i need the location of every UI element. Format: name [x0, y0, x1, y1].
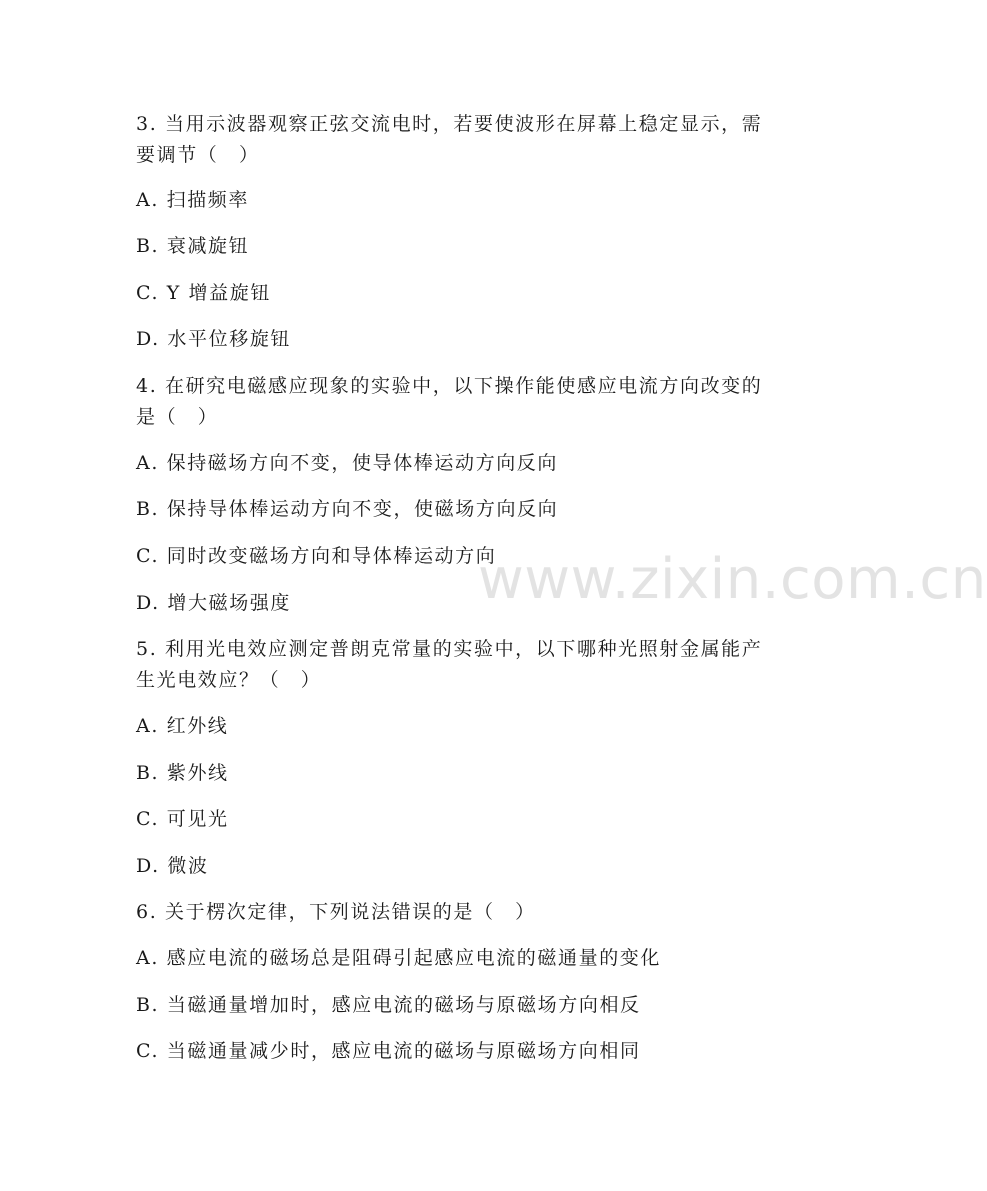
option-b: B. 保持导体棒运动方向不变，使磁场方向反向	[136, 498, 559, 520]
question-stem-line: 是（ ）	[136, 406, 219, 428]
option-d: D. 水平位移旋钮	[136, 328, 292, 350]
option-c: C. 当磁通量减少时，感应电流的磁场与原磁场方向相同	[136, 1040, 641, 1062]
option-b: B. 紫外线	[136, 762, 229, 784]
question-stem-line: 3. 当用示波器观察正弦交流电时，若要使波形在屏幕上稳定显示，需	[136, 113, 763, 135]
option-a: A. 扫描频率	[136, 189, 250, 211]
option-c: C. 可见光	[136, 808, 229, 830]
question-stem-line: 5. 利用光电效应测定普朗克常量的实验中，以下哪种光照射金属能产	[136, 638, 763, 660]
option-a: A. 感应电流的磁场总是阻碍引起感应电流的磁通量的变化	[136, 947, 662, 969]
option-b: B. 衰减旋钮	[136, 235, 250, 257]
question-stem-line: 6. 关于楞次定律，下列说法错误的是（ ）	[136, 901, 536, 923]
option-c: C. 同时改变磁场方向和导体棒运动方向	[136, 545, 497, 567]
option-a: A. 保持磁场方向不变，使导体棒运动方向反向	[136, 452, 559, 474]
option-a: A. 红外线	[136, 715, 229, 737]
option-d: D. 微波	[136, 855, 209, 877]
question-stem-line: 生光电效应？（ ）	[136, 669, 322, 691]
option-c: C. Y 增益旋钮	[136, 282, 271, 304]
watermark: www.zixin.com.cn	[478, 547, 987, 612]
question-stem-line: 4. 在研究电磁感应现象的实验中，以下操作能使感应电流方向改变的	[136, 375, 763, 397]
option-b: B. 当磁通量增加时，感应电流的磁场与原磁场方向相反	[136, 994, 641, 1016]
option-d: D. 增大磁场强度	[136, 592, 292, 614]
question-stem-line: 要调节（ ）	[136, 144, 260, 166]
